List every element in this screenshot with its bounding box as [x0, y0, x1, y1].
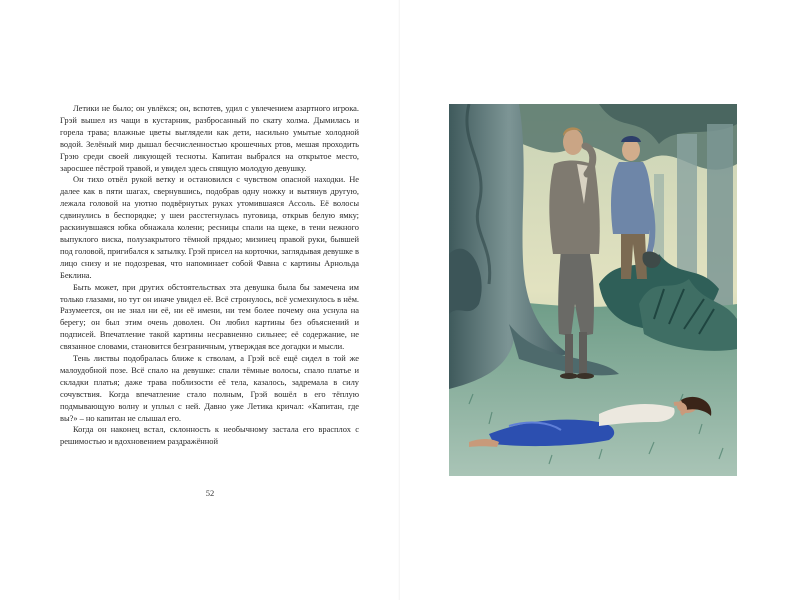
painting-icon — [449, 104, 737, 476]
text-block — [60, 103, 359, 448]
page-number: 52 — [205, 488, 215, 498]
boot — [560, 373, 578, 379]
coat — [549, 160, 599, 254]
paragraph: Он тихо отвёл рукой ветку и остановился с чувством опасной находки. Не далее как в пяти шагах, свернувшись, подобрав одну ножку и вытянув другую, лежала головой на уютно подвёрнутых руках утомившаяся Ассоль. Её волосы сдвинулись в беспорядке; у шеи расстегнулась пуговица, открыв белую ямку; раскинувшаяся юбка обнажала колени; ресницы спали на щеке, в тени нежного выпуклого виска, полузакрытого тёмной прядью; мизинец правой руки, бывшей под головой, пригибался к затылку. Грэй присел на корточки, заглядывая девушке в лицо снизу и не подозревая, что напоминает собой Фавна с картины Арнольда Беклина. — [60, 174, 359, 280]
illustration-painting — [449, 104, 737, 476]
sailor-jacket — [611, 162, 651, 234]
paragraph: Быть может, при других обстоятельствах эта девушка была бы замечена им только глазами, но тут он иначе увидел её. Всё стронулось, всё усмехнулось в нём. Разумеется, он не знал ни её, ни её имени, ни тем более почему она уснула на берегу; он был этим очень доволен. Он любил картины без объяснений и подписей. Впечатление такой картины несравненно сильнее; её содержание, не связанное словами, становится безграничным, утверждая все догадки и мысли. — [60, 281, 359, 352]
head — [622, 139, 640, 161]
paragraph: Тень листвы подобралась ближе к стволам, а Грэй всё ещё сидел в той же малоудобной позе. Всё спало на девушке: спали тёмные волосы, спало платье и складки платья; даже трава поблизости её тела, казалось, задремала в силу сочувствия. Когда впечатление стало полным, Грэй вошёл в его тёплую подмывающую волну и уплыл с ней. Давно уже Летика кричал: «Капитан, где вы?» – но капитан не слышал его. — [60, 353, 359, 423]
paragraph: Летики не было; он увлёкся; он, вспотев, удил с увлечением азартного игрока. Грэй вышел из чащи в кустарник, разбросанный по скату холма. Дымилась и горела трава; влажные цветы выглядели как дети, насильно умытые холодной водой. Зелёный мир дышал бесчисленностью крошечных ртов, мешая проходить Грэю среди своей ликующей тесноты. Капитан выбрался на открытое место, заросшее пёстрой травой, и увидел здесь спящую молодую девушку. — [60, 103, 359, 173]
boot — [576, 373, 594, 379]
leg — [579, 332, 587, 374]
leg — [565, 334, 573, 374]
paragraph: Когда он наконец встал, склонность к необычному застала его врасплох с решимостью и вдохновением раздражённой — [60, 424, 359, 447]
